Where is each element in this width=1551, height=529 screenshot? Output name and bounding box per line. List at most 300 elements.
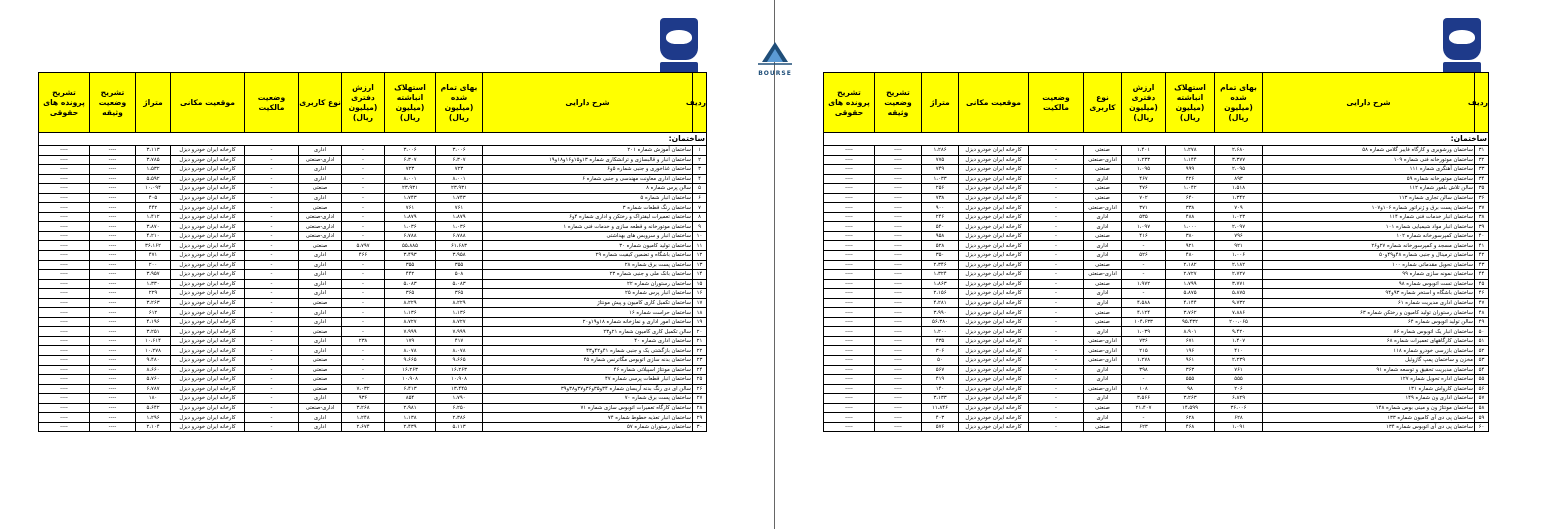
legal-cell: ---- <box>824 270 875 280</box>
legal-cell: ---- <box>39 184 90 194</box>
area-cell: ۲۴۶ <box>922 212 959 222</box>
assets-table-right <box>823 72 1489 432</box>
legal-cell: ---- <box>39 422 90 432</box>
collateral-cell: ---- <box>90 317 136 327</box>
ownership-cell: - <box>245 365 299 375</box>
location-cell: کارخانه ایران خودرو دیزل <box>171 222 245 232</box>
description-cell: ساختمان مسجد و کمپرسورخانه شماره ۲۷و۲۶ <box>1263 241 1475 251</box>
usage-cell: اداری-صنعتی <box>1084 356 1122 366</box>
legal-cell: ---- <box>39 270 90 280</box>
usage-cell: اداری <box>299 193 342 203</box>
table-row <box>39 327 707 337</box>
ownership-cell: - <box>245 203 299 213</box>
ownership-cell: - <box>1029 298 1084 308</box>
collateral-cell: ---- <box>90 212 136 222</box>
location-cell: کارخانه ایران خودرو دیزل <box>171 203 245 213</box>
row-number-cell: ۳ <box>693 165 707 175</box>
area-cell: ۲۰۰ <box>136 260 171 270</box>
collateral-cell: ---- <box>875 289 922 299</box>
collateral-cell: ---- <box>90 193 136 203</box>
usage-cell: اداری-صنعتی <box>1084 336 1122 346</box>
description-cell: ساختمان پست برق شماره ۷۰ <box>483 394 693 404</box>
area-cell: ۴،۲۸۱ <box>922 298 959 308</box>
usage-cell: اداری <box>1084 241 1122 251</box>
book-value-cell: ۳۷۱ <box>1122 203 1166 213</box>
legal-cell: ---- <box>39 231 90 241</box>
area-cell: ۳،۹۵۷ <box>136 270 171 280</box>
book-value-cell: - <box>342 212 385 222</box>
cost-cell: ۸۹۳ <box>1215 174 1263 184</box>
description-cell: ساختمان انبار تعذیه خطوط شماره ۷۴ <box>483 413 693 423</box>
usage-cell: اداری <box>299 279 342 289</box>
book-value-cell: ۴،۱۲۴ <box>1122 308 1166 318</box>
legal-cell: ---- <box>39 356 90 366</box>
assets-table-left <box>38 72 707 432</box>
area-cell: ۳۶،۱۶۲ <box>136 241 171 251</box>
book-value-cell: ۴،۵۸۸ <box>1122 298 1166 308</box>
cost-cell: ۱،۰۹۱ <box>1215 422 1263 432</box>
book-value-cell: - <box>342 346 385 356</box>
depreciation-cell: ۸۵۴ <box>385 394 436 404</box>
usage-cell: اداری <box>299 317 342 327</box>
collateral-cell: ---- <box>875 222 922 232</box>
description-cell: ساختمان تعمیرات لیفتراک و رختکن و اداری شماره ۴و۶ <box>483 212 693 222</box>
legal-cell: ---- <box>39 336 90 346</box>
ownership-cell: - <box>1029 260 1084 270</box>
book-value-cell: ۱۰۸ <box>1122 384 1166 394</box>
cost-cell: ۱،۸۷۹ <box>436 212 483 222</box>
row-number-cell: ۴۸ <box>1475 308 1489 318</box>
location-cell: کارخانه ایران خودرو دیزل <box>171 289 245 299</box>
cost-cell: ۹۲۱ <box>1215 241 1263 251</box>
depreciation-cell: ۳۸۰ <box>1166 231 1215 241</box>
collateral-cell: ---- <box>875 203 922 213</box>
location-cell: کارخانه ایران خودرو دیزل <box>171 413 245 423</box>
cost-cell: ۹،۷۳۲ <box>1215 298 1263 308</box>
row-number-cell: ۱ <box>693 146 707 156</box>
row-number-cell: ۵۴ <box>1475 365 1489 375</box>
ownership-cell: - <box>245 384 299 394</box>
row-number-cell: ۲۸ <box>693 403 707 413</box>
description-cell: ساختمان موتورخانه و قطعه سازی و خدمات فنی شماره ۱ <box>483 222 693 232</box>
depreciation-cell: ۱،۸۷۹ <box>385 212 436 222</box>
collateral-cell: ---- <box>875 422 922 432</box>
collateral-cell: ---- <box>875 279 922 289</box>
collateral-cell: ---- <box>90 394 136 404</box>
depreciation-cell: ۱۷۹ <box>385 336 436 346</box>
book-value-cell: - <box>342 289 385 299</box>
book-value-cell: - <box>342 165 385 175</box>
description-cell: سالن تکمیل کاری کامیون شماره ۲۱و۲۳ <box>483 327 693 337</box>
header-area: متراژ <box>922 73 959 133</box>
book-value-cell: ۵۲۶ <box>1122 251 1166 261</box>
legal-cell: ---- <box>824 365 875 375</box>
area-cell: ۵،۵۹۲ <box>136 174 171 184</box>
table-row <box>39 298 707 308</box>
book-value-cell: - <box>1122 413 1166 423</box>
usage-cell: صنعتی <box>1084 193 1122 203</box>
ownership-cell: - <box>245 308 299 318</box>
usage-cell: اداری-صنعتی <box>1084 346 1122 356</box>
collateral-cell: ---- <box>90 155 136 165</box>
description-cell: ساختمان اداری ون شماره ۱۴۹ <box>1263 394 1475 404</box>
collateral-cell: ---- <box>875 394 922 404</box>
table-row <box>824 394 1489 404</box>
header-depreciation: استهلاک انباشته (میلیون ریال) <box>385 73 436 133</box>
table-row <box>39 270 707 280</box>
header-depreciation: استهلاک انباشته (میلیون ریال) <box>1166 73 1215 133</box>
area-cell: ۸،۶۶۰ <box>136 365 171 375</box>
collateral-cell: ---- <box>875 241 922 251</box>
bourse-logo-text: BOURSE <box>758 70 792 77</box>
usage-cell: اداری <box>1084 289 1122 299</box>
row-number-cell: ۱۱ <box>693 241 707 251</box>
location-cell: کارخانه ایران خودرو دیزل <box>959 403 1029 413</box>
usage-cell: اداری <box>299 260 342 270</box>
depreciation-cell: ۳۳۸ <box>1166 203 1215 213</box>
location-cell: کارخانه ایران خودرو دیزل <box>171 251 245 261</box>
usage-cell: اداری-صنعتی <box>1084 270 1122 280</box>
row-number-cell: ۱۴ <box>693 270 707 280</box>
depreciation-cell: ۱،۰۴۲ <box>1166 184 1215 194</box>
description-cell: ساختمان سالن تجاری شماره ۱۱۳ <box>1263 193 1475 203</box>
book-value-cell: ۲۱۵ <box>1122 346 1166 356</box>
book-value-cell: ۱،۲۷۸ <box>1122 356 1166 366</box>
description-cell: ساختمان اداری مدیریت شماره ۶۱ <box>1263 298 1475 308</box>
location-cell: کارخانه ایران خودرو دیزل <box>959 184 1029 194</box>
book-value-cell: - <box>342 155 385 165</box>
usage-cell: اداری <box>299 394 342 404</box>
collateral-cell: ---- <box>875 165 922 175</box>
depreciation-cell: ۵۵،۸۸۵ <box>385 241 436 251</box>
collateral-cell: ---- <box>875 231 922 241</box>
usage-cell: صنعتی <box>1084 165 1122 175</box>
location-cell: کارخانه ایران خودرو دیزل <box>171 356 245 366</box>
table-row <box>824 289 1489 299</box>
description-cell: ساختمان اداری شماره ۴۰ <box>483 336 693 346</box>
table-row <box>824 356 1489 366</box>
description-cell: ساختمان انبار و قالبسازی و ترانشکاری شماره ۱۳و۱۵و۱۶و۱۸و۱۹ <box>483 155 693 165</box>
header-legal-cases: تشریح پرونده های حقوقی <box>39 73 90 133</box>
header-cost: بهای تمام شده (میلیون ریال) <box>436 73 483 133</box>
depreciation-cell: ۱،۱۳۸ <box>385 413 436 423</box>
collateral-cell: ---- <box>90 251 136 261</box>
book-value-cell: - <box>342 270 385 280</box>
row-number-cell: ۴۵ <box>1475 279 1489 289</box>
row-number-cell: ۳۴ <box>1475 174 1489 184</box>
row-number-cell: ۱۰ <box>693 231 707 241</box>
collateral-cell: ---- <box>875 251 922 261</box>
depreciation-cell: ۹۹۹ <box>1166 165 1215 175</box>
table-row <box>39 394 707 404</box>
cost-cell: ۲۰۰،۰۶۵ <box>1215 317 1263 327</box>
depreciation-cell: ۱۰،۹۰۸ <box>385 375 436 385</box>
collateral-cell: ---- <box>875 260 922 270</box>
location-cell: کارخانه ایران خودرو دیزل <box>171 336 245 346</box>
location-cell: کارخانه ایران خودرو دیزل <box>171 260 245 270</box>
legal-cell: ---- <box>39 155 90 165</box>
area-cell: ۳،۹۹۰ <box>922 308 959 318</box>
table-row <box>39 346 707 356</box>
area-cell: ۱،۴۱۲ <box>136 212 171 222</box>
area-cell: ۱،۳۲۴ <box>922 270 959 280</box>
table-row <box>824 375 1489 385</box>
ownership-cell: - <box>1029 155 1084 165</box>
ownership-cell: - <box>1029 336 1084 346</box>
book-value-cell: ۳۹۸ <box>1122 365 1166 375</box>
cost-cell: ۵۵۵ <box>1215 375 1263 385</box>
description-cell: ساختمان رنگ قطعات شماره ۳ <box>483 203 693 213</box>
description-cell: ساختمان رستوران شماره ۵۷ <box>483 422 693 432</box>
usage-cell: صنعتی <box>1084 317 1122 327</box>
collateral-cell: ---- <box>875 308 922 318</box>
ownership-cell: - <box>245 270 299 280</box>
description-cell: ساختمان انبار قطعات پرسی شماره ۴۷ <box>483 375 693 385</box>
row-number-cell: ۳۹ <box>1475 222 1489 232</box>
area-cell: ۱،۳۳۰ <box>136 279 171 289</box>
legal-cell: ---- <box>39 212 90 222</box>
area-cell: ۵۰ <box>922 356 959 366</box>
location-cell: کارخانه ایران خودرو دیزل <box>959 422 1029 432</box>
row-number-cell: ۵۸ <box>1475 403 1489 413</box>
ownership-cell: - <box>1029 356 1084 366</box>
area-cell: ۲،۱۵۶ <box>922 289 959 299</box>
book-value-cell: - <box>342 375 385 385</box>
area-cell: ۳۵۰ <box>922 251 959 261</box>
depreciation-cell: ۱،۱۳۶ <box>385 308 436 318</box>
area-cell: ۱۱،۸۴۶ <box>922 403 959 413</box>
header-location: موقعیت مکانی <box>959 73 1029 133</box>
table-row <box>39 241 707 251</box>
ownership-cell: - <box>245 375 299 385</box>
usage-cell: صنعتی <box>299 241 342 251</box>
usage-cell: صنعتی <box>299 298 342 308</box>
row-number-cell: ۲۱ <box>693 336 707 346</box>
cost-cell: ۳،۳۷۷ <box>1215 155 1263 165</box>
collateral-cell: ---- <box>90 231 136 241</box>
usage-cell: صنعتی <box>1084 146 1122 156</box>
description-cell: ساختمان باشگاه و استخر شماره ۹۳و۹۴ <box>1263 289 1475 299</box>
header-collateral: تشریح وضعیت وثیقه <box>875 73 922 133</box>
description-cell: ساختمان پست برق شماره ۲۸ <box>483 260 693 270</box>
location-cell: کارخانه ایران خودرو دیزل <box>959 212 1029 222</box>
company-logo-icon <box>1443 18 1481 60</box>
book-value-cell: - <box>342 260 385 270</box>
collateral-cell: ---- <box>875 174 922 184</box>
ownership-cell: - <box>245 251 299 261</box>
cost-cell: ۱۳،۴۴۵ <box>436 384 483 394</box>
header-area: متراژ <box>136 73 171 133</box>
depreciation-cell: ۹۵،۴۳۲ <box>1166 317 1215 327</box>
row-number-cell: ۴ <box>693 174 707 184</box>
collateral-cell: ---- <box>90 279 136 289</box>
collateral-cell: ---- <box>90 184 136 194</box>
cost-cell: ۳۶۵ <box>436 289 483 299</box>
description-cell: ساختمان انبار پرس شماره ۲۵ <box>483 289 693 299</box>
usage-cell: اداری <box>299 336 342 346</box>
area-cell: ۷۳۸ <box>922 193 959 203</box>
location-cell: کارخانه ایران خودرو دیزل <box>959 279 1029 289</box>
depreciation-cell: ۱۶،۲۶۳ <box>385 365 436 375</box>
section-title: ساختمان: <box>39 133 707 146</box>
collateral-cell: ---- <box>875 317 922 327</box>
description-cell: سالن تلاش بلغور شماره ۱۱۲ <box>1263 184 1475 194</box>
legal-cell: ---- <box>824 403 875 413</box>
table-row <box>39 146 707 156</box>
collateral-cell: ---- <box>90 222 136 232</box>
cost-cell: ۲۰۶ <box>1215 384 1263 394</box>
legal-cell: ---- <box>824 384 875 394</box>
ownership-cell: - <box>245 184 299 194</box>
table-row <box>824 165 1489 175</box>
location-cell: کارخانه ایران خودرو دیزل <box>171 279 245 289</box>
row-number-cell: ۲۲ <box>693 346 707 356</box>
table-row <box>824 279 1489 289</box>
legal-cell: ---- <box>39 298 90 308</box>
header-cost: بهای تمام شده (میلیون ریال) <box>1215 73 1263 133</box>
area-cell: ۱۰،۶۱۴ <box>136 336 171 346</box>
row-number-cell: ۲۰ <box>693 327 707 337</box>
location-cell: کارخانه ایران خودرو دیزل <box>959 298 1029 308</box>
usage-cell: صنعتی <box>299 384 342 394</box>
row-number-cell: ۲۶ <box>693 384 707 394</box>
area-cell: ۲۲۹ <box>136 289 171 299</box>
legal-cell: ---- <box>824 260 875 270</box>
depreciation-cell: ۱،۰۳۶ <box>385 222 436 232</box>
row-number-cell: ۵۵ <box>1475 375 1489 385</box>
ownership-cell: - <box>245 298 299 308</box>
book-value-cell: ۷۳۶ <box>1122 336 1166 346</box>
legal-cell: ---- <box>824 308 875 318</box>
table-row <box>39 231 707 241</box>
table-row <box>824 298 1489 308</box>
location-cell: کارخانه ایران خودرو دیزل <box>959 270 1029 280</box>
ownership-cell: - <box>245 289 299 299</box>
ownership-cell: - <box>1029 365 1084 375</box>
depreciation-cell: ۶،۳۰۷ <box>385 155 436 165</box>
legal-cell: ---- <box>39 260 90 270</box>
table-row <box>824 384 1489 394</box>
depreciation-cell: ۱،۲۷۸ <box>1166 146 1215 156</box>
area-cell: ۱۰،۲۷۸ <box>136 346 171 356</box>
ownership-cell: - <box>1029 184 1084 194</box>
cost-cell: ۳،۹۵۸ <box>436 251 483 261</box>
depreciation-cell: ۶،۷۸۸ <box>385 231 436 241</box>
table-row <box>39 203 707 213</box>
table-row <box>39 212 707 222</box>
ownership-cell: - <box>1029 203 1084 213</box>
depreciation-cell: ۳،۴۹۳ <box>385 251 436 261</box>
legal-cell: ---- <box>824 165 875 175</box>
cost-cell: ۲،۶۸۰ <box>1215 146 1263 156</box>
cost-cell: ۹،۴۲۰ <box>1215 327 1263 337</box>
row-number-cell: ۵۲ <box>1475 346 1489 356</box>
area-cell: ۳،۲۵۱ <box>136 327 171 337</box>
area-cell: ۳۰۶ <box>922 346 959 356</box>
description-cell: سالن ای دی رنگ بدنه آریسان شماره ۳۴و۳۵و۳۶و۳۷و۳۸و۳۹ <box>483 384 693 394</box>
legal-cell: ---- <box>824 155 875 165</box>
usage-cell: اداری <box>1084 375 1122 385</box>
cost-cell: ۳۵۵ <box>436 260 483 270</box>
legal-cell: ---- <box>39 394 90 404</box>
row-number-cell: ۵۱ <box>1475 336 1489 346</box>
depreciation-cell: ۶۲۸ <box>1166 413 1215 423</box>
area-cell: ۲،۳۴۶ <box>922 260 959 270</box>
depreciation-cell: ۹۸ <box>1166 384 1215 394</box>
description-cell: ساختمان غذاخوری و جنبی شماره ۵و۶ <box>483 165 693 175</box>
area-cell: ۳،۷۸۵ <box>136 155 171 165</box>
collateral-cell: ---- <box>90 422 136 432</box>
usage-cell: صنعتی <box>299 375 342 385</box>
location-cell: کارخانه ایران خودرو دیزل <box>171 403 245 413</box>
area-cell: ۴،۱۹۶ <box>136 317 171 327</box>
legal-cell: ---- <box>824 184 875 194</box>
ownership-cell: - <box>245 231 299 241</box>
ownership-cell: - <box>245 422 299 432</box>
row-number-cell: ۳۲ <box>1475 155 1489 165</box>
collateral-cell: ---- <box>875 298 922 308</box>
description-cell: ساختمان پست برق و ژنراتور شماره ۱۰۶و۱۰۷ <box>1263 203 1475 213</box>
book-value-cell: ۱،۹۷۲ <box>1122 279 1166 289</box>
legal-cell: ---- <box>39 193 90 203</box>
header-book-value: ارزش دفتری (میلیون ریال) <box>342 73 385 133</box>
row-number-cell: ۵۹ <box>1475 413 1489 423</box>
book-value-cell: ۱،۲۴۸ <box>342 413 385 423</box>
location-cell: کارخانه ایران خودرو دیزل <box>959 193 1029 203</box>
table-row <box>39 336 707 346</box>
collateral-cell: ---- <box>875 146 922 156</box>
table-row <box>824 193 1489 203</box>
book-value-cell: - <box>1122 375 1166 385</box>
cost-cell: ۱،۰۲۳ <box>1215 212 1263 222</box>
row-number-cell: ۳۰ <box>693 422 707 432</box>
table-row <box>39 375 707 385</box>
cost-cell: ۶۲۸ <box>1215 413 1263 423</box>
ownership-cell: - <box>1029 308 1084 318</box>
description-cell: ساختمان انبار خدمات فنی شماره ۱۱۴ <box>1263 212 1475 222</box>
legal-cell: ---- <box>39 327 90 337</box>
depreciation-cell: ۳،۲۶۳ <box>1166 394 1215 404</box>
depreciation-cell: ۴۸۸ <box>1166 212 1215 222</box>
location-cell: کارخانه ایران خودرو دیزل <box>171 317 245 327</box>
book-value-cell: ۵،۷۹۷ <box>342 241 385 251</box>
book-value-cell: ۹۳۶ <box>342 394 385 404</box>
location-cell: کارخانه ایران خودرو دیزل <box>171 212 245 222</box>
book-value-cell: ۲۳۸ <box>342 336 385 346</box>
ownership-cell: - <box>245 346 299 356</box>
book-value-cell: - <box>342 298 385 308</box>
book-value-cell: ۴۱۶ <box>1122 231 1166 241</box>
header-row-number: ردیف <box>693 73 707 133</box>
legal-cell: ---- <box>39 375 90 385</box>
usage-cell: اداری <box>1084 174 1122 184</box>
cost-cell: ۶،۷۸۸ <box>436 231 483 241</box>
depreciation-cell: ۸،۰۰۱ <box>385 174 436 184</box>
location-cell: کارخانه ایران خودرو دیزل <box>959 222 1029 232</box>
area-cell: ۴۰۵ <box>136 193 171 203</box>
table-row <box>39 174 707 184</box>
legal-cell: ---- <box>39 174 90 184</box>
depreciation-cell: ۷۲۳ <box>385 165 436 175</box>
legal-cell: ---- <box>824 251 875 261</box>
area-cell: ۹۰۰ <box>922 203 959 213</box>
usage-cell: اداری <box>299 422 342 432</box>
ownership-cell: - <box>1029 231 1084 241</box>
table-row <box>824 184 1489 194</box>
table-row <box>824 155 1489 165</box>
cost-cell: ۲،۰۹۷ <box>1215 222 1263 232</box>
usage-cell: اداری <box>1084 365 1122 375</box>
